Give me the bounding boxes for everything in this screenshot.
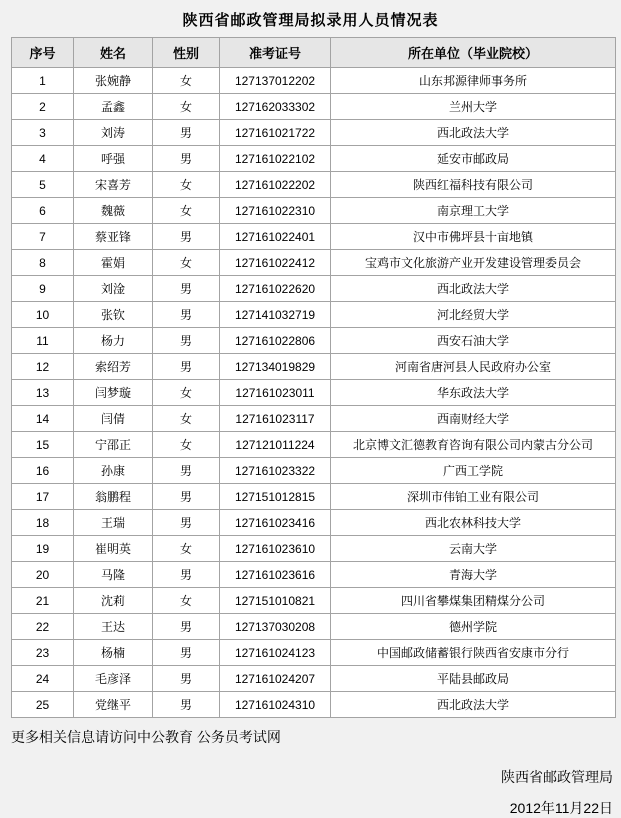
cell-index: 21: [12, 588, 74, 614]
cell-index: 6: [12, 198, 74, 224]
cell-name: 呼强: [74, 146, 153, 172]
cell-gender: 男: [153, 666, 220, 692]
cell-organization: 兰州大学: [331, 94, 616, 120]
cell-organization: 西北农林科技大学: [331, 510, 616, 536]
cell-exam-id: 127161022806: [220, 328, 331, 354]
cell-gender: 女: [153, 380, 220, 406]
cell-name: 宁邵正: [74, 432, 153, 458]
table-row: [12, 406, 616, 432]
cell-index: 3: [12, 120, 74, 146]
table-row: [12, 224, 616, 250]
cell-gender: 男: [153, 458, 220, 484]
cell-organization: 西北政法大学: [331, 276, 616, 302]
cell-organization: 陕西红福科技有限公司: [331, 172, 616, 198]
cell-gender: 女: [153, 68, 220, 94]
cell-gender: 男: [153, 302, 220, 328]
cell-name: 张钦: [74, 302, 153, 328]
cell-name: 蔡亚锋: [74, 224, 153, 250]
cell-exam-id: 127151010821: [220, 588, 331, 614]
cell-organization: 西北政法大学: [331, 692, 616, 718]
header-gender: 性别: [153, 38, 220, 68]
table-row: [12, 328, 616, 354]
cell-exam-id: 127161022310: [220, 198, 331, 224]
header-exam-id: 准考证号: [220, 38, 331, 68]
cell-gender: 女: [153, 432, 220, 458]
header-index: 序号: [12, 38, 74, 68]
header-row: [12, 38, 616, 68]
cell-gender: 男: [153, 276, 220, 302]
cell-organization: 山东邦源律师事务所: [331, 68, 616, 94]
personnel-table: [11, 37, 616, 718]
cell-name: 刘淦: [74, 276, 153, 302]
cell-exam-id: 127151012815: [220, 484, 331, 510]
cell-organization: 四川省攀煤集团精煤分公司: [331, 588, 616, 614]
cell-name: 孙康: [74, 458, 153, 484]
cell-gender: 男: [153, 484, 220, 510]
cell-exam-id: 127161023322: [220, 458, 331, 484]
cell-name: 沈莉: [74, 588, 153, 614]
table-row: [12, 250, 616, 276]
cell-gender: 男: [153, 614, 220, 640]
cell-index: 16: [12, 458, 74, 484]
cell-exam-id: 127161022102: [220, 146, 331, 172]
table-row: [12, 536, 616, 562]
header-organization: 所在单位（毕业院校）: [331, 38, 616, 68]
cell-name: 魏薇: [74, 198, 153, 224]
cell-index: 13: [12, 380, 74, 406]
cell-exam-id: 127161023610: [220, 536, 331, 562]
page-title: 陕西省邮政管理局拟录用人员情况表: [182, 12, 439, 29]
table-header: [12, 38, 616, 68]
table-row: [12, 692, 616, 718]
table-row: [12, 380, 616, 406]
cell-exam-id: 127137030208: [220, 614, 331, 640]
table-row: [12, 146, 616, 172]
cell-organization: 西北政法大学: [331, 120, 616, 146]
cell-exam-id: 127161023616: [220, 562, 331, 588]
cell-name: 杨力: [74, 328, 153, 354]
cell-organization: 汉中市佛坪县十亩地镇: [331, 224, 616, 250]
cell-organization: 河南省唐河县人民政府办公室: [331, 354, 616, 380]
cell-gender: 男: [153, 510, 220, 536]
table-row: [12, 68, 616, 94]
cell-gender: 男: [153, 692, 220, 718]
cell-gender: 男: [153, 640, 220, 666]
cell-index: 18: [12, 510, 74, 536]
table-row: [12, 198, 616, 224]
cell-index: 15: [12, 432, 74, 458]
cell-exam-id: 127141032719: [220, 302, 331, 328]
cell-organization: 青海大学: [331, 562, 616, 588]
table-row: [12, 120, 616, 146]
cell-gender: 女: [153, 536, 220, 562]
cell-exam-id: 127161022401: [220, 224, 331, 250]
cell-organization: 西南财经大学: [331, 406, 616, 432]
cell-organization: 延安市邮政局: [331, 146, 616, 172]
cell-exam-id: 127161024310: [220, 692, 331, 718]
cell-index: 12: [12, 354, 74, 380]
cell-index: 25: [12, 692, 74, 718]
cell-index: 7: [12, 224, 74, 250]
cell-index: 20: [12, 562, 74, 588]
table-row: [12, 458, 616, 484]
signature: 陕西省邮政管理局: [501, 769, 613, 785]
cell-exam-id: 127161023416: [220, 510, 331, 536]
footer-info: 更多相关信息请访问中公教育 公务员考试网: [11, 729, 281, 745]
cell-index: 17: [12, 484, 74, 510]
cell-exam-id: 127161024123: [220, 640, 331, 666]
cell-name: 孟鑫: [74, 94, 153, 120]
cell-exam-id: 127137012202: [220, 68, 331, 94]
cell-name: 王瑞: [74, 510, 153, 536]
cell-gender: 女: [153, 406, 220, 432]
cell-name: 崔明英: [74, 536, 153, 562]
cell-index: 8: [12, 250, 74, 276]
table-body: [12, 68, 616, 718]
cell-index: 23: [12, 640, 74, 666]
header-name: 姓名: [74, 38, 153, 68]
cell-exam-id: 127161023011: [220, 380, 331, 406]
cell-gender: 男: [153, 354, 220, 380]
cell-gender: 女: [153, 172, 220, 198]
cell-index: 4: [12, 146, 74, 172]
cell-index: 22: [12, 614, 74, 640]
cell-index: 24: [12, 666, 74, 692]
cell-organization: 宝鸡市文化旅游产业开发建设管理委员会: [331, 250, 616, 276]
cell-gender: 男: [153, 562, 220, 588]
cell-exam-id: 127134019829: [220, 354, 331, 380]
table-row: [12, 172, 616, 198]
cell-name: 闫倩: [74, 406, 153, 432]
cell-organization: 西安石油大学: [331, 328, 616, 354]
cell-name: 宋喜芳: [74, 172, 153, 198]
cell-exam-id: 127161022202: [220, 172, 331, 198]
cell-organization: 广西工学院: [331, 458, 616, 484]
cell-organization: 北京博文汇德教育咨询有限公司内蒙古分公司: [331, 432, 616, 458]
cell-name: 党继平: [74, 692, 153, 718]
cell-index: 5: [12, 172, 74, 198]
table-row: [12, 94, 616, 120]
cell-gender: 男: [153, 328, 220, 354]
cell-organization: 深圳市伟铂工业有限公司: [331, 484, 616, 510]
cell-name: 马隆: [74, 562, 153, 588]
cell-exam-id: 127121011224: [220, 432, 331, 458]
table-row: [12, 588, 616, 614]
cell-name: 霍娟: [74, 250, 153, 276]
cell-gender: 男: [153, 146, 220, 172]
cell-name: 闫梦璇: [74, 380, 153, 406]
table-row: [12, 640, 616, 666]
cell-exam-id: 127161023117: [220, 406, 331, 432]
cell-exam-id: 127161022412: [220, 250, 331, 276]
cell-exam-id: 127161024207: [220, 666, 331, 692]
cell-name: 翁鹏程: [74, 484, 153, 510]
table-row: [12, 276, 616, 302]
cell-index: 9: [12, 276, 74, 302]
cell-index: 11: [12, 328, 74, 354]
cell-index: 19: [12, 536, 74, 562]
cell-index: 10: [12, 302, 74, 328]
table-row: [12, 614, 616, 640]
cell-gender: 男: [153, 224, 220, 250]
cell-name: 毛彦泽: [74, 666, 153, 692]
cell-gender: 女: [153, 198, 220, 224]
cell-name: 索绍芳: [74, 354, 153, 380]
cell-name: 刘涛: [74, 120, 153, 146]
cell-gender: 女: [153, 250, 220, 276]
cell-organization: 德州学院: [331, 614, 616, 640]
cell-gender: 男: [153, 120, 220, 146]
cell-exam-id: 127161021722: [220, 120, 331, 146]
cell-index: 1: [12, 68, 74, 94]
signature-date: 2012年11月22日: [509, 800, 613, 816]
table-row: [12, 354, 616, 380]
cell-organization: 河北经贸大学: [331, 302, 616, 328]
table-row: [12, 510, 616, 536]
table-row: [12, 666, 616, 692]
cell-organization: 云南大学: [331, 536, 616, 562]
cell-name: 杨楠: [74, 640, 153, 666]
cell-index: 14: [12, 406, 74, 432]
cell-exam-id: 127161022620: [220, 276, 331, 302]
cell-organization: 华东政法大学: [331, 380, 616, 406]
table-row: [12, 562, 616, 588]
cell-gender: 女: [153, 94, 220, 120]
cell-organization: 中国邮政储蓄银行陕西省安康市分行: [331, 640, 616, 666]
cell-index: 2: [12, 94, 74, 120]
cell-organization: 南京理工大学: [331, 198, 616, 224]
cell-gender: 女: [153, 588, 220, 614]
cell-organization: 平陆县邮政局: [331, 666, 616, 692]
table-row: [12, 302, 616, 328]
cell-exam-id: 127162033302: [220, 94, 331, 120]
cell-name: 王达: [74, 614, 153, 640]
cell-name: 张婉静: [74, 68, 153, 94]
table-row: [12, 432, 616, 458]
table-row: [12, 484, 616, 510]
